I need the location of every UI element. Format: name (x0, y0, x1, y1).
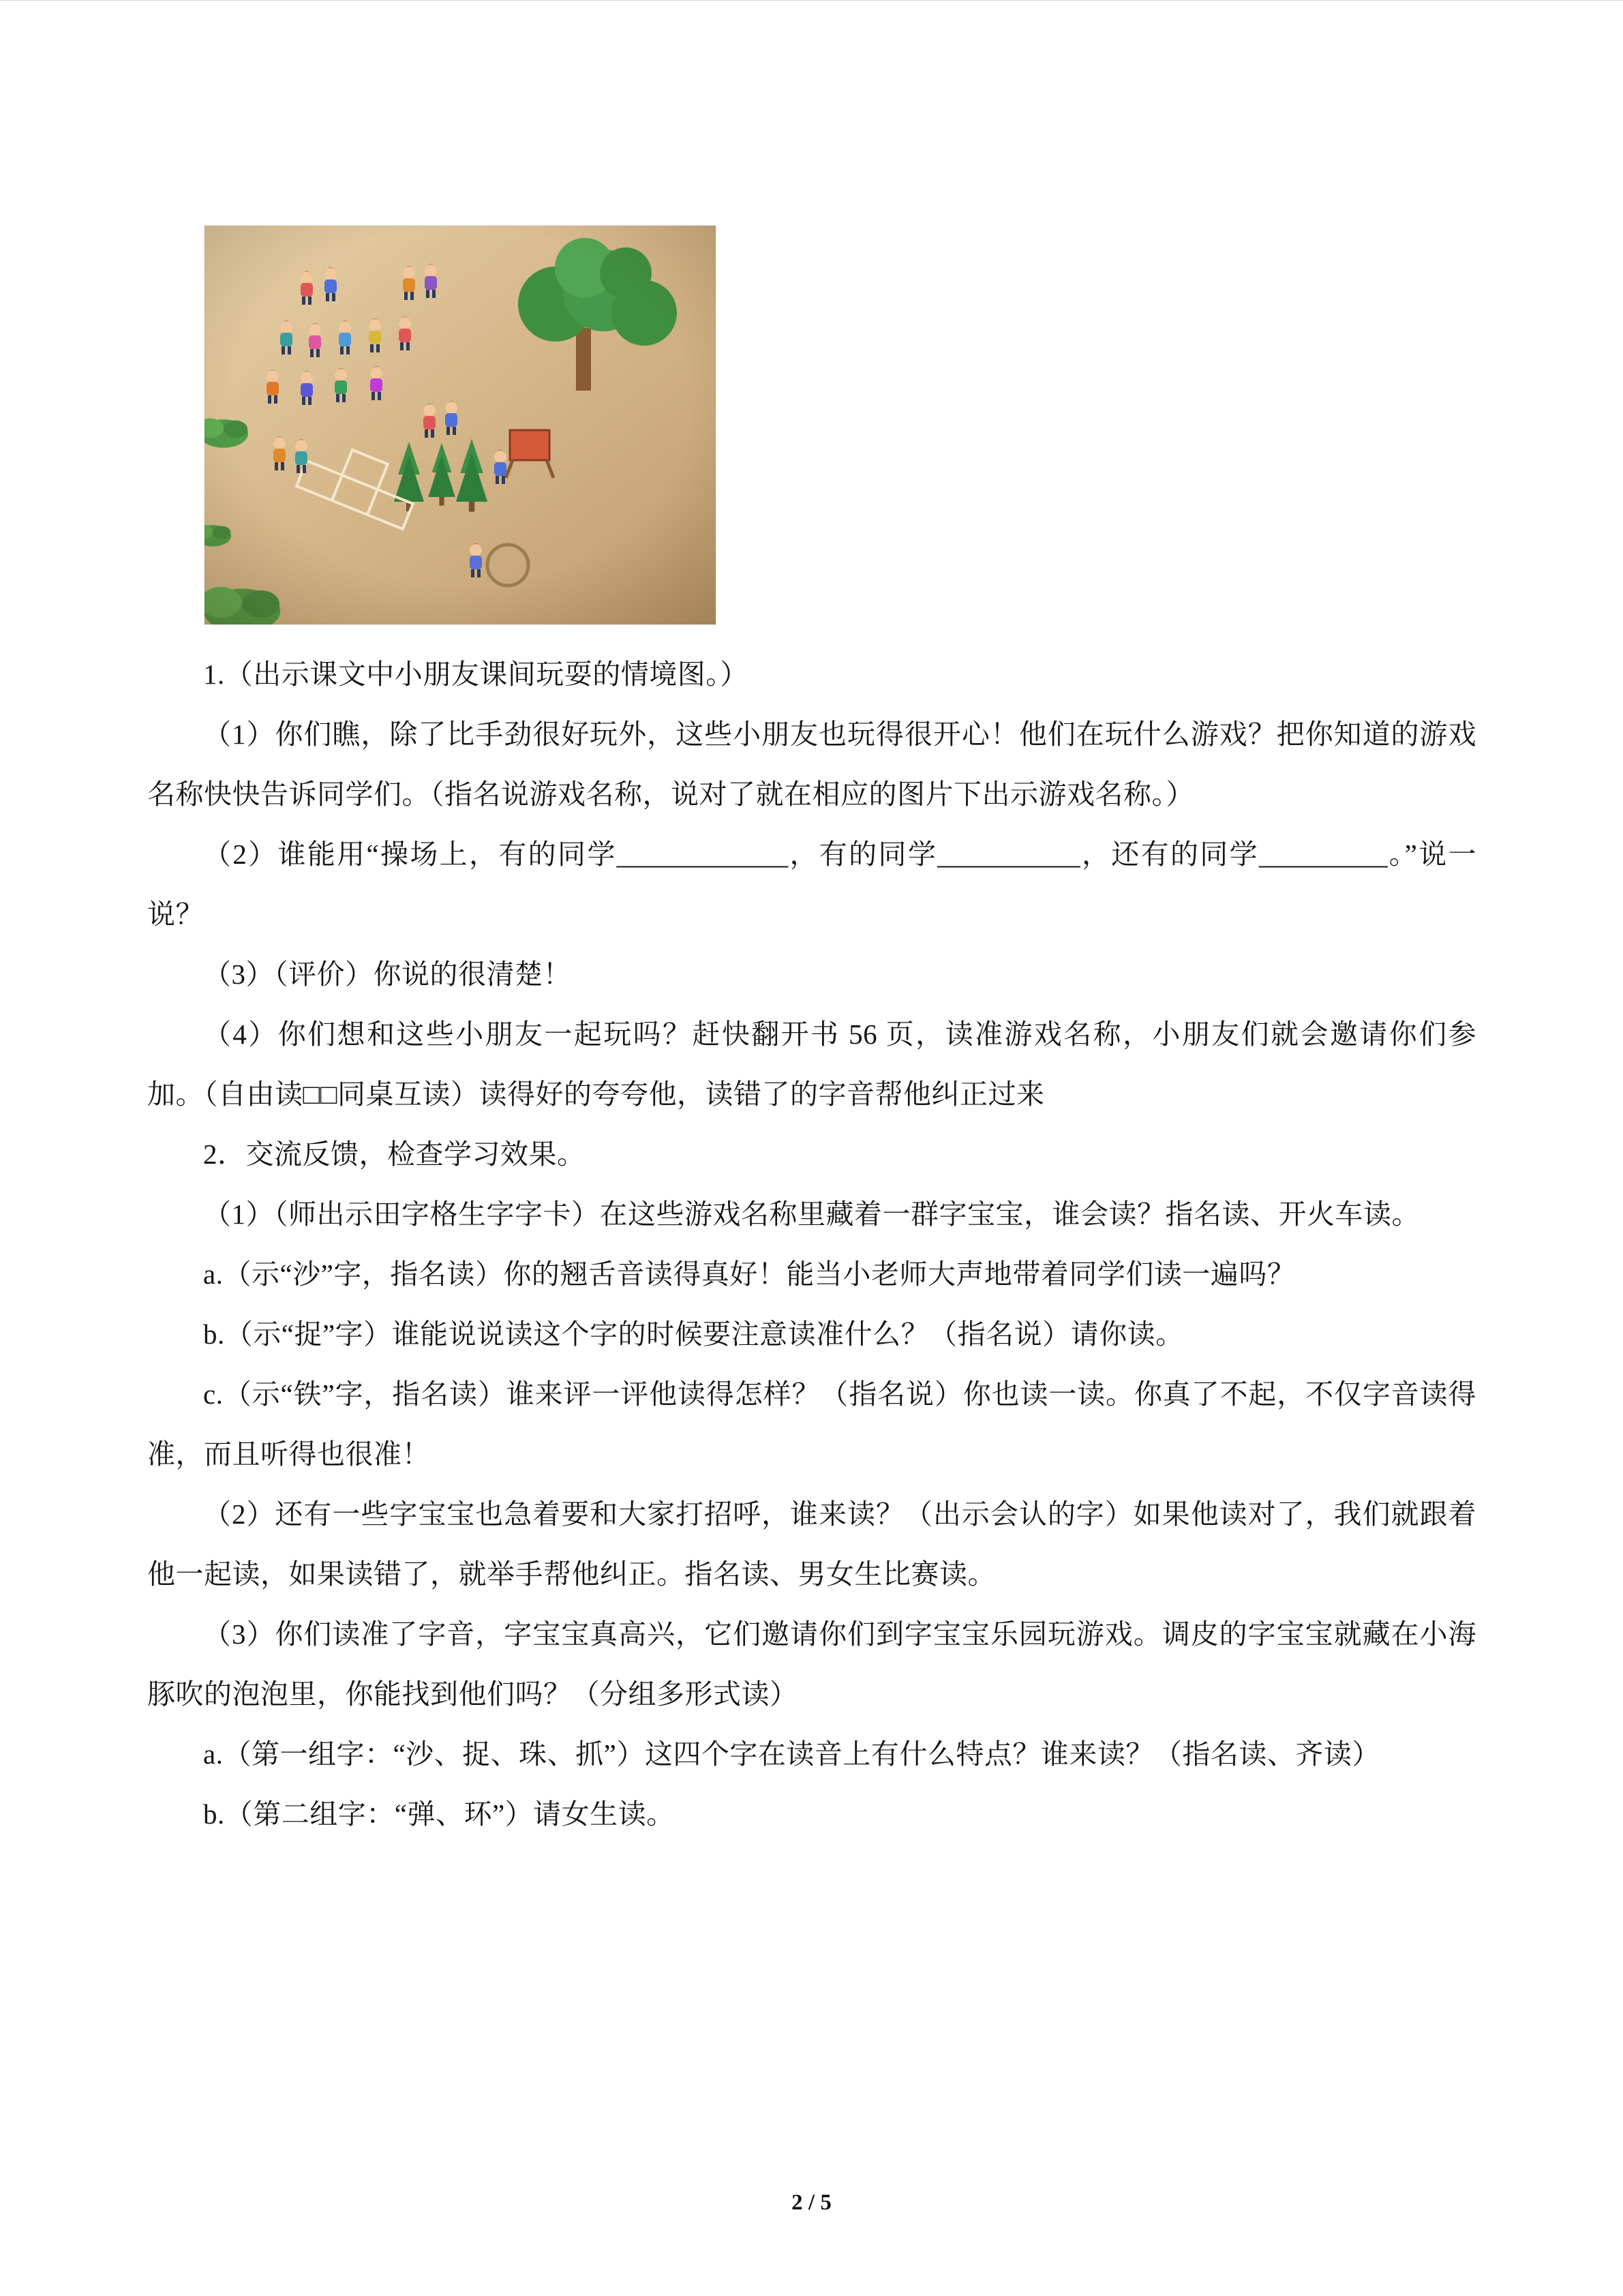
paragraph: （4）你们想和这些小朋友一起玩吗？赶快翻开书 56 页，读准游戏名称，小朋友们就会邀请你们参加。（自由读□□同桌互读）读得好的夸夸他，读错了的字音帮他纠正过来 (147, 1018, 1476, 1110)
paragraph: a.（示“沙”字，指名读）你的翘舌音读得真好！能当小老师大声地带着同学们读一遍吗？ (203, 1258, 1296, 1290)
paragraph: c.（示“铁”字，指名读）谁来评一评他读得怎样？（指名说）你也读一读。你真了不起，不仅字音读得准，而且听得也很准！ (147, 1378, 1476, 1470)
paragraph: （2）谁能用“操场上，有的同学____________，有的同学__________，还有的同学_________。”说一说？ (147, 839, 1476, 930)
paragraph: 2．交流反馈，检查学习效果。 (203, 1138, 586, 1170)
paragraph: 1.（出示课文中小朋友课间玩耍的情境图。） (203, 659, 748, 690)
paragraph: a.（第一组字：“沙、捉、珠、抓”）这四个字在读音上有什么特点？谁来读？（指名读、齐读） (203, 1738, 1380, 1770)
playground-photo (204, 226, 716, 624)
paragraph: b.（第二组字：“弹、环”）请女生读。 (203, 1798, 675, 1830)
photo-vignette (204, 226, 716, 624)
paragraph: （3）（评价）你说的很清楚！ (203, 958, 571, 990)
paragraph: （2）还有一些字宝宝也急着要和大家打招呼，谁来读？（出示会认的字）如果他读对了，我们就跟着他一起读，如果读错了，就举手帮他纠正。指名读、男女生比赛读。 (147, 1498, 1476, 1590)
page-number: 2 / 5 (791, 2190, 832, 2215)
paragraph: （3）你们读准了字音，字宝宝真高兴，它们邀请你们到字宝宝乐园玩游戏。调皮的字宝宝就藏在小海豚吹的泡泡里，你能找到他们吗？（分组多形式读） (147, 1618, 1476, 1710)
paragraph: b.（示“捉”字）谁能说说读这个字的时候要注意读准什么？（指名说）请你读。 (203, 1318, 1184, 1350)
playground-illustration (204, 226, 716, 624)
paragraph: （1）（师出示田字格生字字卡）在这些游戏名称里藏着一群字宝宝，谁会读？指名读、开火车读。 (203, 1198, 1420, 1230)
lesson-text (147, 644, 1476, 1844)
paragraph: （1）你们瞧，除了比手劲很好玩外，这些小朋友也玩得很开心！他们在玩什么游戏？把你知道的游戏名称快快告诉同学们。（指名说游戏名称，说对了就在相应的图片下出示游戏名称。） (147, 719, 1476, 810)
